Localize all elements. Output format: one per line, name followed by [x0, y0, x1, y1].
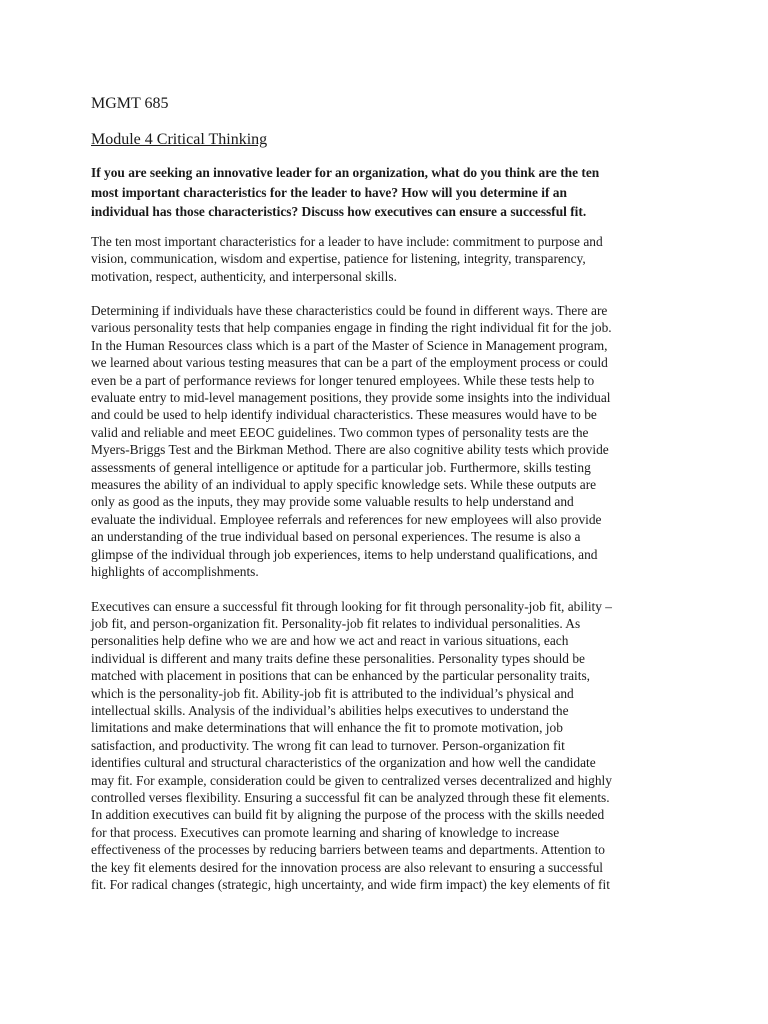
- text-line: intellectual skills. Analysis of the individual’s abilities helps executives to understand the: [91, 702, 569, 718]
- text-line: identifies cultural and structural characteristics of the organization and how well the candidate: [91, 755, 596, 771]
- prompt-line: most important characteristics for the leader to have? How will you determine if an: [91, 184, 567, 200]
- text-line: Determining if individuals have these characteristics could be found in different ways. There are: [91, 303, 608, 318]
- text-line: highlights of accomplishments.: [91, 564, 259, 580]
- text-line: fit. For radical changes (strategic, high uncertainty, and wide firm impact) the key elements of fit: [91, 877, 610, 892]
- text-line: vision, communication, wisdom and expertise, patience for listening, integrity, transparency,: [91, 251, 586, 267]
- text-line: for that process. Executives can promote learning and sharing of knowledge to increase: [91, 824, 560, 840]
- text-line: controlled verses flexibility. Ensuring a successful fit can be analyzed through these fit elements.: [91, 789, 610, 805]
- document-page: [91, 94, 691, 910]
- text-line: we learned about various testing measures that can be a part of the employment process or could: [91, 355, 608, 371]
- text-line: measures the ability of an individual to apply specific knowledge sets. While these outputs are: [91, 477, 597, 493]
- text-line: may fit. For example, consideration could be given to centralized verses decentralized and highly: [91, 772, 612, 788]
- text-line: glimpse of the individual through job experiences, items to help understand qualifications, and: [91, 546, 598, 562]
- text-line: assessments of general intelligence or aptitude for a particular job. Furthermore, skills testing: [91, 459, 591, 475]
- text-line: matched with placement in positions that can be enhanced by the particular personality traits,: [91, 668, 591, 684]
- text-line: individual is different and many traits define these personalities. Personality types should be: [91, 650, 585, 666]
- text-line: evaluate entry to mid-level management positions, they provide some insights into the individual: [91, 390, 611, 406]
- assignment-prompt: [91, 163, 691, 222]
- text-line: In the Human Resources class which is a part of the Master of Science in Management program,: [91, 337, 608, 353]
- text-line: Executives can ensure a successful fit through looking for fit through personality-job fit, ability –: [91, 598, 612, 614]
- text-line: limitations and make determinations that will enhance the fit to promote motivation, job: [91, 720, 563, 736]
- text-line: an understanding of the true individual based on personal experiences. The resume is also a: [91, 529, 581, 545]
- module-title: Module 4 Critical Thinking: [91, 131, 268, 148]
- prompt-line: individual has those characteristics? Discuss how executives can ensure a successful fit.: [91, 204, 587, 220]
- text-line: effectiveness of the processes by reducing barriers between teams and departments. Attention to: [91, 842, 606, 858]
- course-code: MGMT 685: [91, 95, 169, 112]
- text-line: motivation, respect, authenticity, and interpersonal skills.: [91, 268, 397, 284]
- text-line: various personality tests that help companies engage in finding the right individual fit for the job.: [91, 320, 612, 336]
- text-line: valid and reliable and meet EEOC guidelines. Two common types of personality tests are the: [91, 424, 589, 440]
- paragraph-determining: [91, 302, 691, 581]
- text-line: only as good as the inputs, they may provide some valuable results to help understand and: [91, 494, 574, 510]
- paragraph-characteristics: [91, 233, 691, 285]
- paragraph-successful-fit: [91, 598, 691, 894]
- text-line: the key fit elements desired for the innovation process are also relevant to ensuring a successful: [91, 859, 604, 875]
- text-line: The ten most important characteristics for a leader to have include: commitment to purpose and: [91, 233, 603, 249]
- text-line: even be a part of performance reviews for longer tenured employees. While these tests help to: [91, 372, 595, 388]
- text-line: In addition executives can build fit by aligning the purpose of the process with the skills needed: [91, 807, 605, 823]
- text-line: Myers-Briggs Test and the Birkman Method. There are also cognitive ability tests which provide: [91, 442, 609, 458]
- text-line: personalities help define who we are and how we act and react in various situations, each: [91, 633, 569, 649]
- text-line: evaluate the individual. Employee referrals and references for new employees will also provide: [91, 511, 602, 527]
- text-line: and could be used to help identify individual characteristics. These measures would have to be: [91, 407, 597, 423]
- text-line: which is the personality-job fit. Ability-job fit is attributed to the individual’s physical and: [91, 685, 574, 701]
- text-line: satisfaction, and productivity. The wrong fit can lead to turnover. Person-organization fit: [91, 737, 565, 753]
- text-line: job fit, and person-organization fit. Personality-job fit relates to individual personalities. As: [91, 615, 581, 631]
- prompt-line: If you are seeking an innovative leader for an organization, what do you think are the ten: [91, 165, 600, 180]
